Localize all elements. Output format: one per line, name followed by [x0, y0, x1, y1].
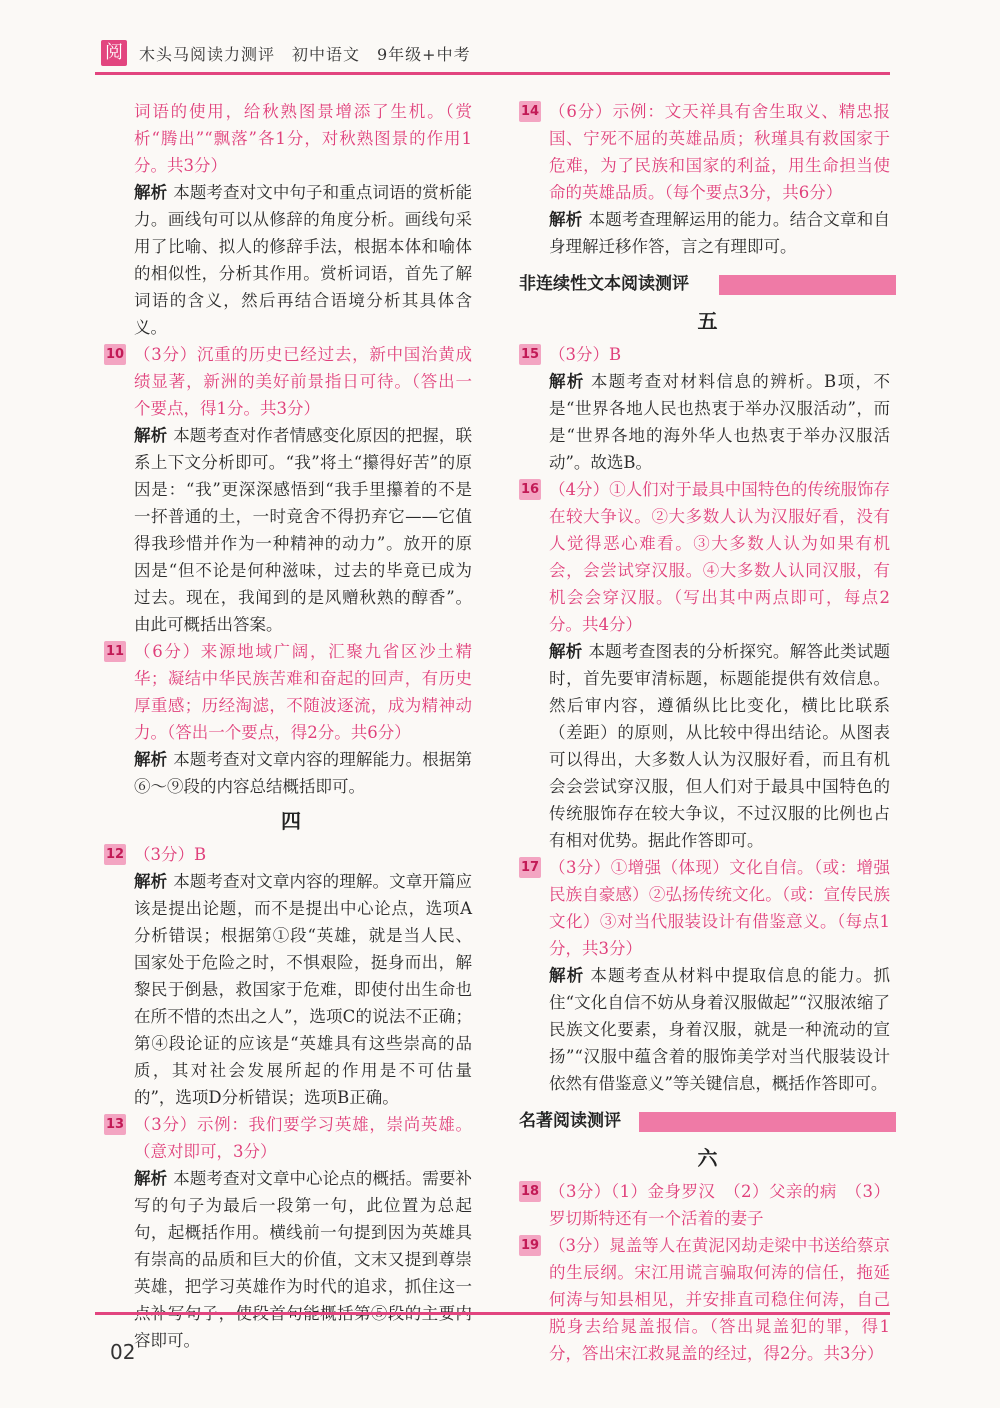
analysis-text: 本题考查对文章内容的理解。文章开篇应该是提出论题，而不是提出中心论点，选项A分析错误；根据第①段“英雄，就是当人民、国家处于危险之时，不惧艰险，挺身而出，解黎民于倒悬，救国家于危难，即使付出生命也在所不惜的杰出之人”，选项C的说法不正确；第④段论证的应该是“英雄具有这些崇高的品质，其对社会发展所起的作用是不可估量的”，选项D分析错误；选项B正确。	[134, 872, 473, 1107]
answer-text: （3分）沉重的历史已经过去，新中国治黄成绩显著，新洲的美好前景指日可待。（答出一个要点，得1分。共3分）	[134, 345, 472, 418]
section-banner-nonlinear	[519, 270, 890, 300]
answer-text: （6分）示例：文天祥具有舍生取义、精忠报国、宁死不屈的英雄品质；秋瑾具有救国家于危难，为了民族和国家的利益，用生命担当使命的英雄品质。（每个要点3分，共6分）	[549, 102, 890, 202]
header-divider	[95, 72, 890, 75]
question-15	[520, 341, 890, 368]
question-number-badge: 12	[104, 844, 126, 865]
answer-text: （6分）来源地域广阔，汇聚九省区沙土精华；凝结中华民族苦难和奋起的回声，有历史厚重感；历经淘滤，不随波逐流，成为精神动力。（答出一个要点，得2分。共6分）	[134, 642, 472, 742]
analysis-text: 本题考查对文章内容的理解能力。根据第⑥～⑨段的内容总结概括即可。	[134, 750, 473, 796]
analysis-label: 解析	[549, 966, 585, 985]
answer-text: （3分）B	[549, 345, 622, 364]
answer-text: （4分）①人们对于最具中国特色的传统服饰存在较大争议。②大多数人认为汉服好看，没有人觉得恶心难看。③大多数人认为如果有机会，会尝试穿汉服。④大多数人认同汉服，有机会会穿汉服。（写出其中两点即可，每点2分。共4分）	[549, 480, 890, 634]
question-11	[105, 638, 472, 746]
banner-bar	[639, 1112, 896, 1132]
section-banner-classics	[519, 1107, 890, 1137]
answer-text: （3分）①增强（体现）文化自信。（或：增强民族自豪感）②弘扬传统文化。（或：宣传民族文化）③对当代服装设计有借鉴意义。（每点1分，共3分）	[549, 858, 890, 958]
page-header	[95, 36, 900, 72]
question-13	[105, 1111, 472, 1165]
analysis-label: 解析	[134, 183, 168, 202]
answer-text: （3分）B	[134, 845, 207, 864]
question-number-badge: 10	[104, 344, 126, 365]
analysis-label: 解析	[134, 426, 168, 445]
left-column	[105, 98, 473, 1354]
analysis-17	[525, 962, 890, 1097]
analysis-text: 本题考查图表的分析探究。解答此类试题时，首先要审清标题，标题能提供有效信息。然后审内容，遵循纵比比变化，横比比联系（差距）的原则，从比较中得出结论。从图表可以得出，大多数人认为汉服好看，而且有机会会尝试穿汉服，但人们对于最具中国特色的传统服饰存在较大争议，不过汉服的比例也占有相对优势。据此作答即可。	[549, 642, 891, 850]
section-heading-6: 六	[697, 1146, 718, 1170]
question-17	[520, 854, 890, 962]
analysis-10	[110, 422, 472, 638]
analysis-11	[110, 746, 472, 800]
banner-bar	[719, 275, 896, 295]
question-number-badge: 19	[519, 1235, 541, 1256]
question-12	[105, 841, 472, 868]
question-number-badge: 11	[104, 641, 126, 662]
analysis-text: 本题考查理解运用的能力。结合文章和自身理解迁移作答，言之有理即可。	[549, 210, 891, 256]
page-number: 02	[110, 1340, 136, 1364]
question-16	[520, 476, 890, 638]
analysis-label: 解析	[134, 1169, 168, 1188]
analysis-label: 解析	[549, 642, 583, 661]
header-title: 木头马阅读力测评 初中语文 9年级+中考	[139, 45, 471, 64]
answer-text: （3分）（1）金身罗汉 （2）父亲的病 （3）罗切斯特还有一个活着的妻子	[549, 1182, 890, 1228]
question-number-badge: 17	[519, 857, 541, 878]
answer-text: （3分）示例：我们要学习英雄，崇尚英雄。（意对即可，3分）	[134, 1115, 472, 1161]
analysis-text: 本题考查从材料中提取信息的能力。抓住“文化自信不妨从身着汉服做起”“汉服浓缩了民族文化要素，身着汉服，就是一种流动的宣扬”“汉服中蕴含着的服饰美学对当代服装设计依然有借鉴意义”等关键信息，概括作答即可。	[549, 966, 891, 1093]
question-10	[105, 341, 472, 422]
section-heading-5: 五	[697, 309, 718, 333]
analysis-text: 本题考查对文中句子和重点词语的赏析能力。画线句可以从修辞的角度分析。画线句采用了比喻、拟人的修辞手法，根据本体和喻体的相似性，分析其作用。赏析词语，首先了解词语的含义，然后再结合语境分析其具体含义。	[134, 183, 473, 337]
question-14	[520, 98, 890, 206]
analysis-text: 本题考查对作者情感变化原因的把握，联系上下文分析即可。“我”将土“攥得好苦”的原因是：“我”更深深感悟到“我手里攥着的不是一抔普通的土，一时竟舍不得扔弃它——它值得我珍惜并作为一种精神的动力”。放开的原因是“但不论是何种滋味，过去的毕竟已成为过去。现在，我闻到的是风赠秋熟的醇香”。由此可概括出答案。	[134, 426, 473, 634]
right-column	[519, 98, 891, 1367]
question-number-badge: 18	[519, 1181, 541, 1202]
analysis-14	[525, 206, 890, 260]
analysis-15	[525, 368, 890, 476]
question-number-badge: 16	[519, 479, 541, 500]
analysis-text: 本题考查对材料信息的辨析。B项，不是“世界各地人民也热衷于举办汉服活动”，而是“世界各地的海外华人也热衷于举办汉服活动”。故选B。	[549, 372, 890, 472]
logo-icon: 阅	[101, 40, 127, 66]
question-number-badge: 15	[519, 344, 541, 365]
answer-text: （3分）晁盖等人在黄泥冈劫走梁中书送给蔡京的生辰纲。宋江用谎言骗取何涛的信任，拖延何涛与知县相见，并安排直司稳住何涛，自己脱身去给晁盖报信。（答出晁盖犯的罪，得1分，答出宋江救晁盖的经过，得2分。共3分）	[549, 1236, 890, 1363]
analysis-12	[110, 868, 472, 1111]
analysis-label: 解析	[549, 210, 583, 229]
question-number-badge: 13	[104, 1114, 126, 1135]
question-18	[520, 1178, 890, 1232]
analysis-13	[110, 1165, 472, 1354]
answer-continued: 词语的使用，给秋熟图景增添了生机。（赏析“腾出”“飘落”各1分，对秋熟图景的作用1分。共3分）	[134, 102, 472, 175]
analysis-16	[525, 638, 890, 854]
analysis-label: 解析	[134, 750, 168, 769]
section-heading-4: 四	[281, 809, 301, 833]
analysis-label: 解析	[549, 372, 585, 391]
analysis-text: 本题考查对文章中心论点的概括。需要补写的句子为最后一段第一句，此位置为总起句，起概括作用。横线前一句提到因为英雄具有崇高的品质和巨大的价值，文末又提到尊崇英雄，把学习英雄作为时代的追求，抓住这一 容即可。	[134, 1169, 473, 1350]
analysis-continued	[110, 179, 472, 341]
question-19	[520, 1232, 890, 1367]
banner-title: 非连续性文本阅读测评	[519, 270, 695, 298]
footer-divider	[95, 1312, 890, 1315]
analysis-label: 解析	[134, 872, 168, 891]
question-number-badge: 14	[519, 101, 541, 122]
banner-title: 名著阅读测评	[519, 1107, 627, 1135]
